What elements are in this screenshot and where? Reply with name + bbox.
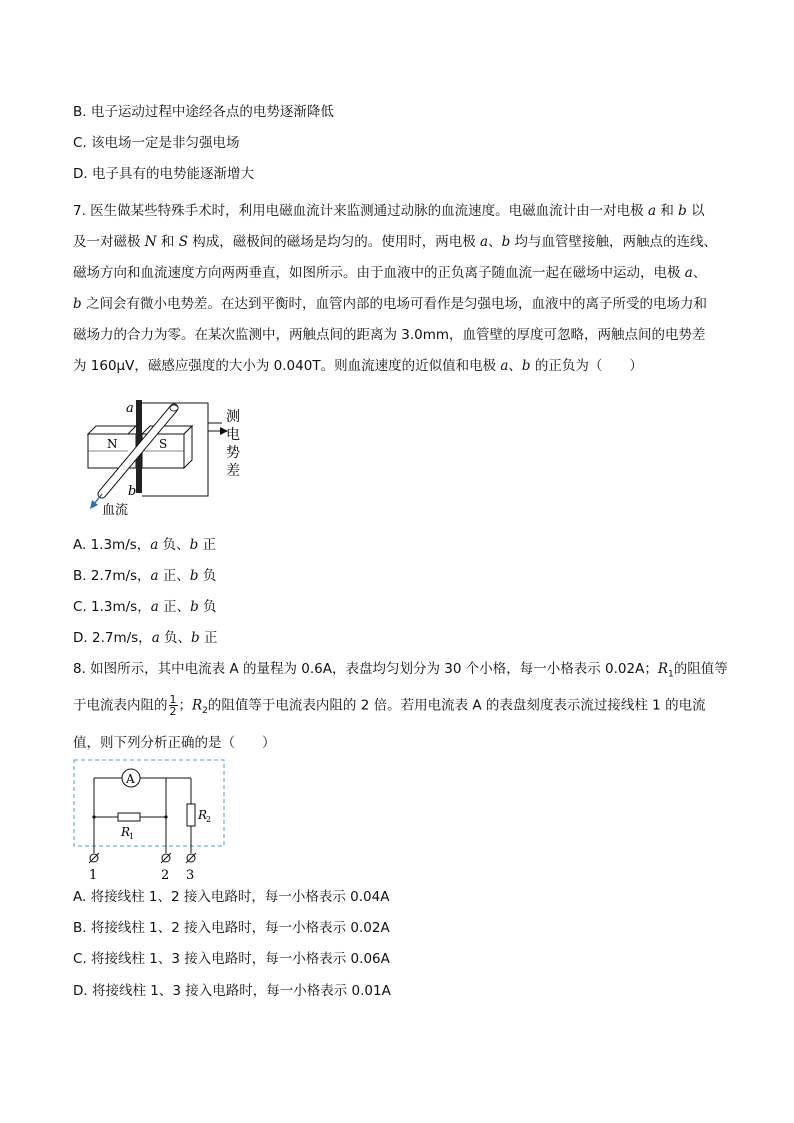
terminal-2-label: 2: [161, 868, 170, 882]
label-flow: 血流: [102, 503, 129, 518]
label-s: S: [159, 437, 168, 451]
label-b: b: [128, 484, 137, 499]
variable-a: a: [150, 537, 159, 553]
label-measure-4: 差: [226, 463, 240, 479]
q7-stem-line: 为 160μV，磁感应强度的大小为 0.040T。则血流速度的近似值和电极 a、b 的正负为（ ）: [73, 358, 643, 374]
flowmeter-figure: [80, 398, 260, 520]
variable-b: b: [190, 599, 199, 615]
option-b-prev: B. 电子运动过程中途经各点的电势逐渐降低: [73, 104, 334, 120]
r1-sub: 1: [129, 832, 135, 841]
q7-stem-line: 磁场方向和血流速度方向两两垂直，如图所示。由于血液中的正负离子随血流一起在磁场中运动，电极 a、: [73, 265, 707, 281]
variable-a: a: [647, 203, 657, 219]
variable-a: a: [151, 630, 160, 646]
q8-option-b: B. 将接线柱 1、2 接入电路时，每一小格表示 0.02A: [73, 920, 390, 936]
q7-stem-line: 及一对磁极 N 和 S 构成，磁极间的磁场是均匀的。使用时，两电极 a、b 均与血管壁接触，两触点的连线、: [73, 234, 718, 250]
q7-option-d: D. 2.7m/s，a 负、b 正: [73, 630, 218, 646]
variable-b: b: [189, 568, 199, 584]
terminal-1-label: 1: [89, 868, 98, 882]
variable-b: b: [678, 203, 687, 219]
label-measure-3: 势: [226, 445, 240, 461]
circuit-figure: [72, 758, 228, 882]
variable-b: b: [189, 537, 199, 553]
q7-option-b: B. 2.7m/s，a 正、b 负: [73, 568, 217, 584]
q7-stem-line: b 之间会有微小电势差。在达到平衡时，血管内部的电场可看作是匀强电场，血液中的离子所受的电场力和: [73, 296, 707, 312]
variable-a: a: [480, 234, 489, 250]
terminal-3-label: 3: [186, 868, 195, 882]
r2-sub: 2: [206, 815, 212, 824]
variable-b: b: [191, 630, 200, 646]
variable-b: b: [73, 296, 82, 312]
question-8-line-2: 于电流表内阻的 $\frac{1}{2}$ ；$R_2$的阻值等于电流表内阻的 2 倍。若用电流表 A 的表盘刻度表示流过接线柱 1 的电流: [73, 693, 706, 718]
option-d-prev: D. 电子具有的电势能逐渐增大: [73, 166, 254, 182]
variable-b: b: [501, 234, 511, 250]
q7-stem-line: 磁场力的合力为零。在某次监测中，两触点间的距离为 3.0mm，血管壁的厚度可忽略，两触点间的电势差: [73, 327, 706, 343]
q8-option-d: D. 将接线柱 1、3 接入电路时，每一小格表示 0.01A: [73, 983, 391, 999]
label-measure-2: 电: [226, 427, 240, 443]
r2-label: R: [198, 808, 208, 822]
variable-a: a: [150, 568, 159, 584]
variable-a: a: [500, 358, 509, 374]
resistor-r1: [118, 813, 140, 821]
question-7-stem: [73, 196, 723, 382]
q8-option-a: A. 将接线柱 1、2 接入电路时，每一小格表示 0.04A: [73, 889, 390, 905]
fraction-one-half: $\frac{1}{2}$: [169, 693, 177, 718]
question-8-line-1: 8. 如图所示，其中电流表 A 的量程为 0.6A，表盘均匀划分为 30 个小格，每一小格表示 0.02A；$R_1$的阻值等: [73, 661, 728, 680]
variable-n: N: [144, 234, 157, 250]
variable-s: S: [178, 234, 188, 250]
label-measure-1: 测: [226, 409, 240, 425]
label-a: a: [126, 401, 134, 416]
resistor-r2: [187, 804, 195, 826]
q7-option-c: C. 1.3m/s，a 正、b 负: [73, 599, 217, 615]
variable-a: a: [684, 265, 693, 281]
question-8-line-3: 值，则下列分析正确的是（ ）: [73, 735, 276, 751]
r1-label: R: [121, 825, 131, 839]
q8-option-c: C. 将接线柱 1、3 接入电路时，每一小格表示 0.06A: [73, 951, 390, 967]
ammeter-label: A: [126, 772, 135, 786]
label-n: N: [107, 437, 118, 451]
dashed-box: [74, 760, 224, 846]
q7-option-a: A. 1.3m/s，a 负、b 正: [73, 537, 217, 553]
q7-stem-line: 7. 医生做某些特殊手术时，利用电磁血流计来监测通过动脉的血流速度。电磁血流计由一对电极 a 和 b 以: [73, 203, 705, 219]
variable-b: b: [521, 358, 531, 374]
option-c-prev: C. 该电场一定是非匀强电场: [73, 135, 240, 151]
variable-a: a: [150, 599, 159, 615]
